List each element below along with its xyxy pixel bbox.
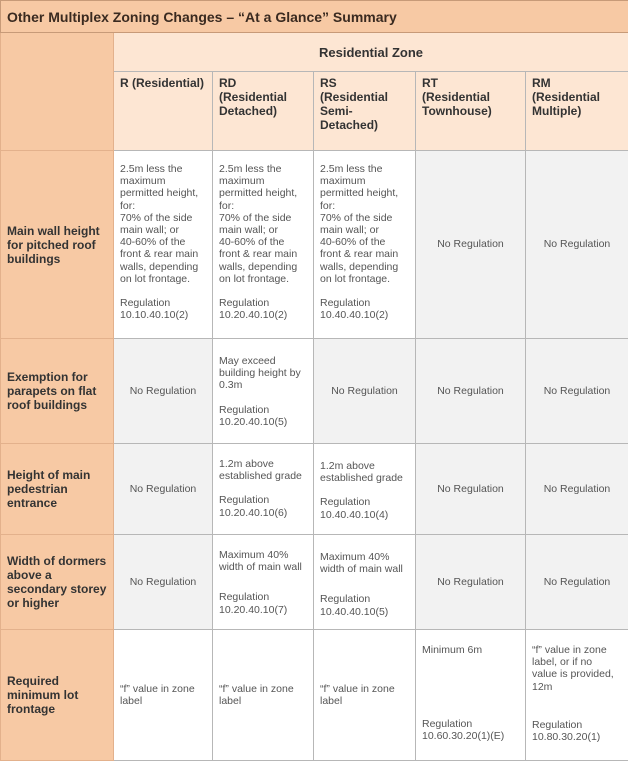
regulation-text: Regulation 10.20.40.10(7) <box>219 591 307 615</box>
cell-text: 2.5m less the maximum permitted height, for: 70% of the side main wall; or 40-60% of the front & rear main walls, depending on lot frontage. <box>219 163 307 285</box>
cell-rd <box>213 444 314 535</box>
cell-text: 1.2m above established grade <box>320 460 409 484</box>
cell-rm: No Regulation <box>526 444 628 535</box>
table-row-lot-frontage <box>1 630 628 761</box>
cell-text: 1.2m above established grade <box>219 458 307 482</box>
corner-cell <box>1 33 114 151</box>
cell-rm: No Regulation <box>526 535 628 630</box>
row-header: Required minimum lot frontage <box>1 630 114 761</box>
table-row-entrance-height <box>1 444 628 535</box>
cell-rm: No Regulation <box>526 339 628 444</box>
regulation-text: Regulation 10.20.40.10(6) <box>219 494 307 518</box>
cell-rs: No Regulation <box>314 339 416 444</box>
cell-rt: No Regulation <box>416 339 526 444</box>
row-header: Height of main pedestrian entrance <box>1 444 114 535</box>
row-header: Width of dormers above a secondary storey or higher <box>1 535 114 630</box>
cell-r: No Regulation <box>114 339 213 444</box>
cell-r: No Regulation <box>114 444 213 535</box>
column-header-r: R (Residential) <box>114 72 213 151</box>
row-header: Exemption for parapets on flat roof buildings <box>1 339 114 444</box>
regulation-text: Regulation 10.60.30.20(1)(E) <box>422 718 519 742</box>
table-row-main-wall-height <box>1 151 628 339</box>
regulation-text: Regulation 10.40.40.10(4) <box>320 496 409 520</box>
cell-text: Maximum 40% width of main wall <box>320 551 409 575</box>
regulation-text: Regulation 10.20.40.10(5) <box>219 404 307 428</box>
cell-text: “f” value in zone label, or if no value is provided, 12m <box>532 644 622 693</box>
cell-rm: No Regulation <box>526 151 628 339</box>
cell-rd <box>213 535 314 630</box>
cell-rt: No Regulation <box>416 151 526 339</box>
cell-text: Maximum 40% width of main wall <box>219 549 307 573</box>
regulation-text: Regulation 10.80.30.20(1) <box>532 719 622 743</box>
cell-rd: “f” value in zone label <box>213 630 314 761</box>
cell-rd <box>213 151 314 339</box>
cell-text: May exceed building height by 0.3m <box>219 355 307 392</box>
cell-rs: “f” value in zone label <box>314 630 416 761</box>
regulation-text: Regulation 10.40.40.10(2) <box>320 297 409 321</box>
cell-text: Minimum 6m <box>422 644 519 656</box>
table-row-parapet-exemption <box>1 339 628 444</box>
column-header-rm: RM (Residential Multiple) <box>526 72 628 151</box>
cell-r: No Regulation <box>114 535 213 630</box>
regulation-text: Regulation 10.20.40.10(2) <box>219 297 307 321</box>
cell-text: 2.5m less the maximum permitted height, for: 70% of the side main wall; or 40-60% of the front & rear main walls, depending on lot frontage. <box>320 163 409 285</box>
regulation-text: Regulation 10.10.40.10(2) <box>120 297 206 321</box>
column-header-rs: RS (Residential Semi- Detached) <box>314 72 416 151</box>
cell-rm <box>526 630 628 761</box>
table-row-dormer-width <box>1 535 628 630</box>
table-title: Other Multiplex Zoning Changes – “At a Glance” Summary <box>1 1 628 33</box>
row-header: Main wall height for pitched roof buildings <box>1 151 114 339</box>
regulation-text: Regulation 10.40.40.10(5) <box>320 593 409 617</box>
cell-r <box>114 151 213 339</box>
cell-rt: No Regulation <box>416 535 526 630</box>
column-header-rd: RD (Residential Detached) <box>213 72 314 151</box>
residential-zone-header: Residential Zone <box>114 33 628 72</box>
cell-rt: No Regulation <box>416 444 526 535</box>
cell-rs <box>314 151 416 339</box>
cell-rd <box>213 339 314 444</box>
cell-rs <box>314 535 416 630</box>
cell-r: “f” value in zone label <box>114 630 213 761</box>
cell-rt <box>416 630 526 761</box>
column-header-rt: RT (Residential Townhouse) <box>416 72 526 151</box>
cell-rs <box>314 444 416 535</box>
cell-text: 2.5m less the maximum permitted height, for: 70% of the side main wall; or 40-60% of the front & rear main walls, depending on lot frontage. <box>120 163 206 285</box>
